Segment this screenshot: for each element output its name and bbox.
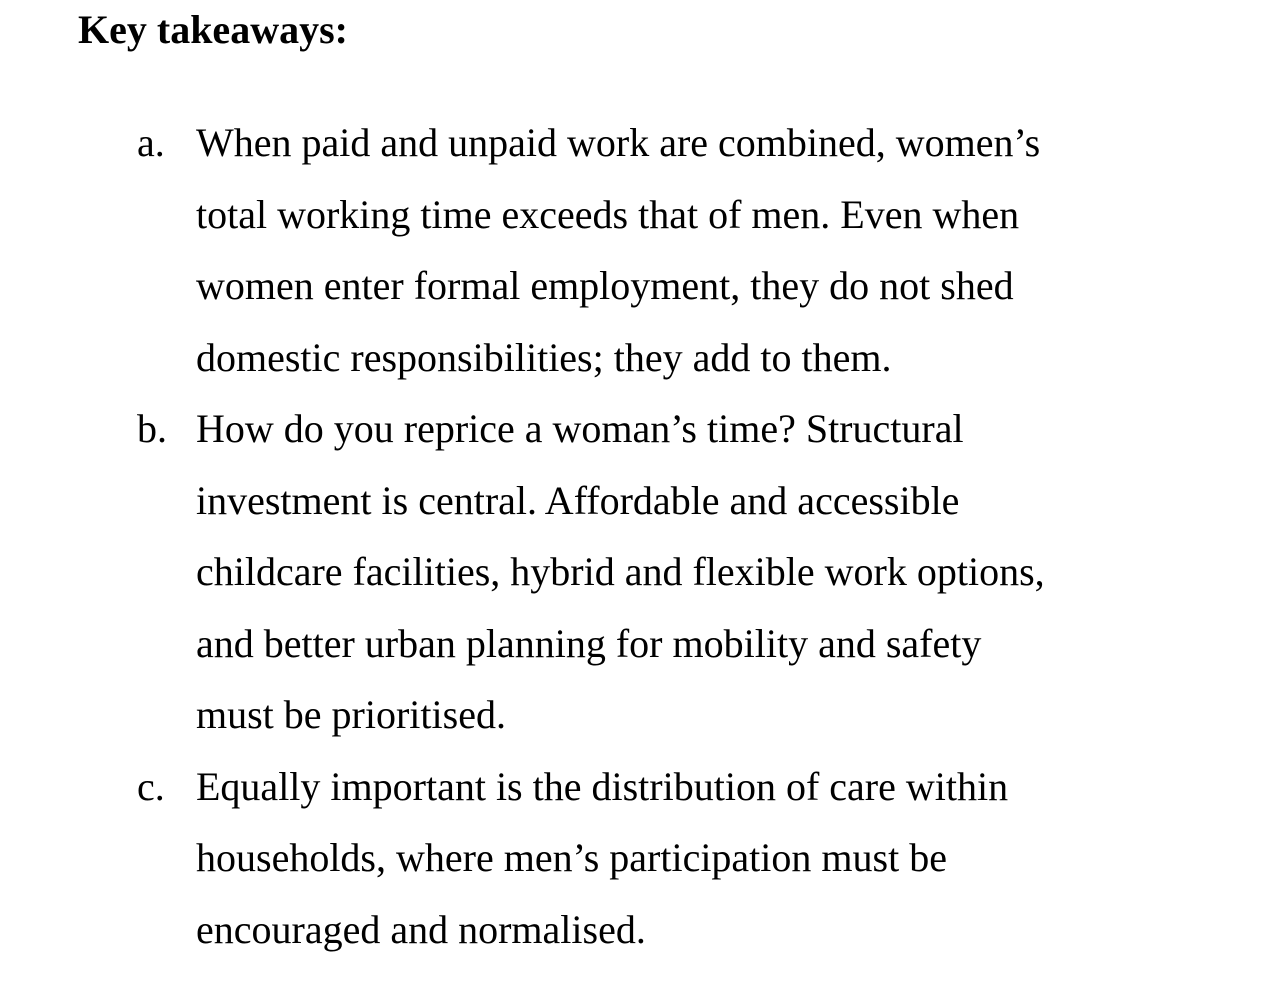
text-line: households, where men’s participation must be — [196, 835, 947, 880]
text-line: Equally important is the distribution of care within — [196, 763, 1009, 809]
text-line: domestic responsibilities; they add to them. — [196, 334, 892, 380]
text-line: When paid and unpaid work are combined, women’s — [196, 120, 1041, 165]
takeaway-item-c — [0, 751, 1206, 966]
list-marker: b. — [137, 406, 167, 451]
text-line: childcare facilities, hybrid and flexible work options, — [196, 549, 1045, 594]
text-line: investment is central. Affordable and accessible — [196, 477, 960, 523]
text-line: women enter formal employment, they do not shed — [196, 263, 1014, 308]
list-marker: c. — [137, 763, 165, 809]
section-heading: Key takeaways: — [78, 7, 348, 52]
takeaway-list — [0, 107, 1280, 965]
text-line: must be prioritised. — [196, 692, 506, 737]
text-line: How do you reprice a woman’s time? Structural — [196, 406, 964, 451]
text-line: encouraged and normalised. — [196, 906, 646, 952]
list-marker: a. — [137, 120, 165, 165]
text-line: and better urban planning for mobility and safety — [196, 620, 982, 666]
text-line: total working time exceeds that of men. Even when — [196, 191, 1020, 237]
takeaway-item-a — [0, 107, 1206, 393]
takeaway-item-b — [0, 393, 1206, 751]
